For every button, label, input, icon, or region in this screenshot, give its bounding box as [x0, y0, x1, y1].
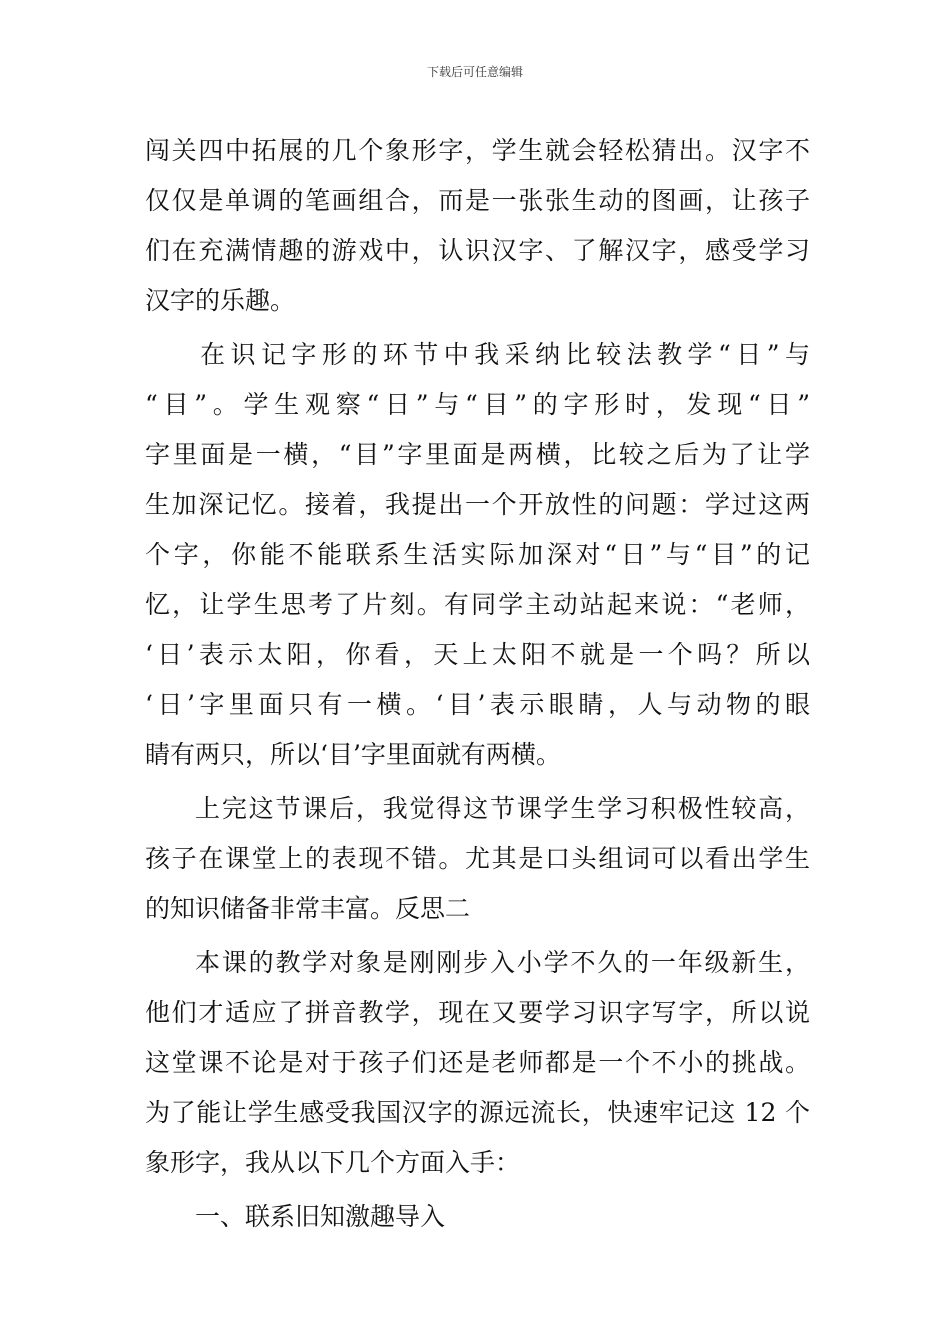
text-line: 个字，你能不能联系生活实际加深对“日”与“目”的记	[145, 540, 811, 569]
text-line: ‘日’表示太阳，你看，天上太阳不就是一个吗？所以	[145, 640, 810, 669]
text-line: 们在充满情趣的游戏中，认识汉字、了解汉字，感受学习	[145, 236, 810, 265]
text-line: 的知识储备非常丰富。反思二	[145, 894, 471, 923]
text-line: 在识记字形的环节中我采纳比较法教学“日”与	[200, 340, 810, 369]
paragraph	[145, 126, 810, 326]
text-line: 他们才适应了拼音教学，现在又要学习识字写字，所以说	[145, 998, 810, 1027]
text-line: 忆，让学生思考了片刻。有同学主动站起来说：“老师，	[145, 590, 810, 619]
text-line: ‘日’字里面只有一横。‘目’表示眼睛，人与动物的眼	[145, 690, 810, 719]
text-line: 字里面是一横，“目”字里面是两横，比较之后为了让学	[145, 440, 810, 469]
text-line: 汉字的乐趣。	[145, 286, 296, 315]
paragraph	[145, 938, 810, 1188]
text-line: 上完这节课后，我觉得这节课学生学习积极性较高，	[195, 794, 810, 823]
page-header: 下载后可任意编辑	[426, 65, 523, 79]
text-line: 一、联系旧知激趣导入	[195, 1202, 446, 1231]
section-heading	[145, 1192, 810, 1242]
text-line: 这堂课不论是对于孩子们还是老师都是一个不小的挑战。	[145, 1048, 810, 1077]
text-line: 象形字，我从以下几个方面入手：	[145, 1148, 521, 1177]
text-line: 仅仅是单调的笔画组合，而是一张张生动的图画，让孩子	[145, 186, 810, 215]
text-line: 本课的教学对象是刚刚步入小学不久的一年级新生，	[195, 948, 810, 977]
paragraph	[145, 330, 810, 780]
text-line: 生加深记忆。接着，我提出一个开放性的问题：学过这两	[145, 490, 810, 519]
text-line: 闯关四中拓展的几个象形字，学生就会轻松猜出。汉字不	[145, 136, 810, 165]
text-line: 为了能让学生感受我国汉字的源远流长，快速牢记这 12 个	[145, 1098, 810, 1127]
text-line: 孩子在课堂上的表现不错。尤其是口头组词可以看出学生	[145, 844, 810, 873]
text-line: 睛有两只，所以‘目’字里面就有两横。	[145, 740, 561, 769]
paragraph	[145, 784, 810, 934]
text-line: “目”。学生观察“日”与“目”的字形时，发现“日”	[145, 390, 810, 419]
document-body	[145, 126, 810, 1242]
